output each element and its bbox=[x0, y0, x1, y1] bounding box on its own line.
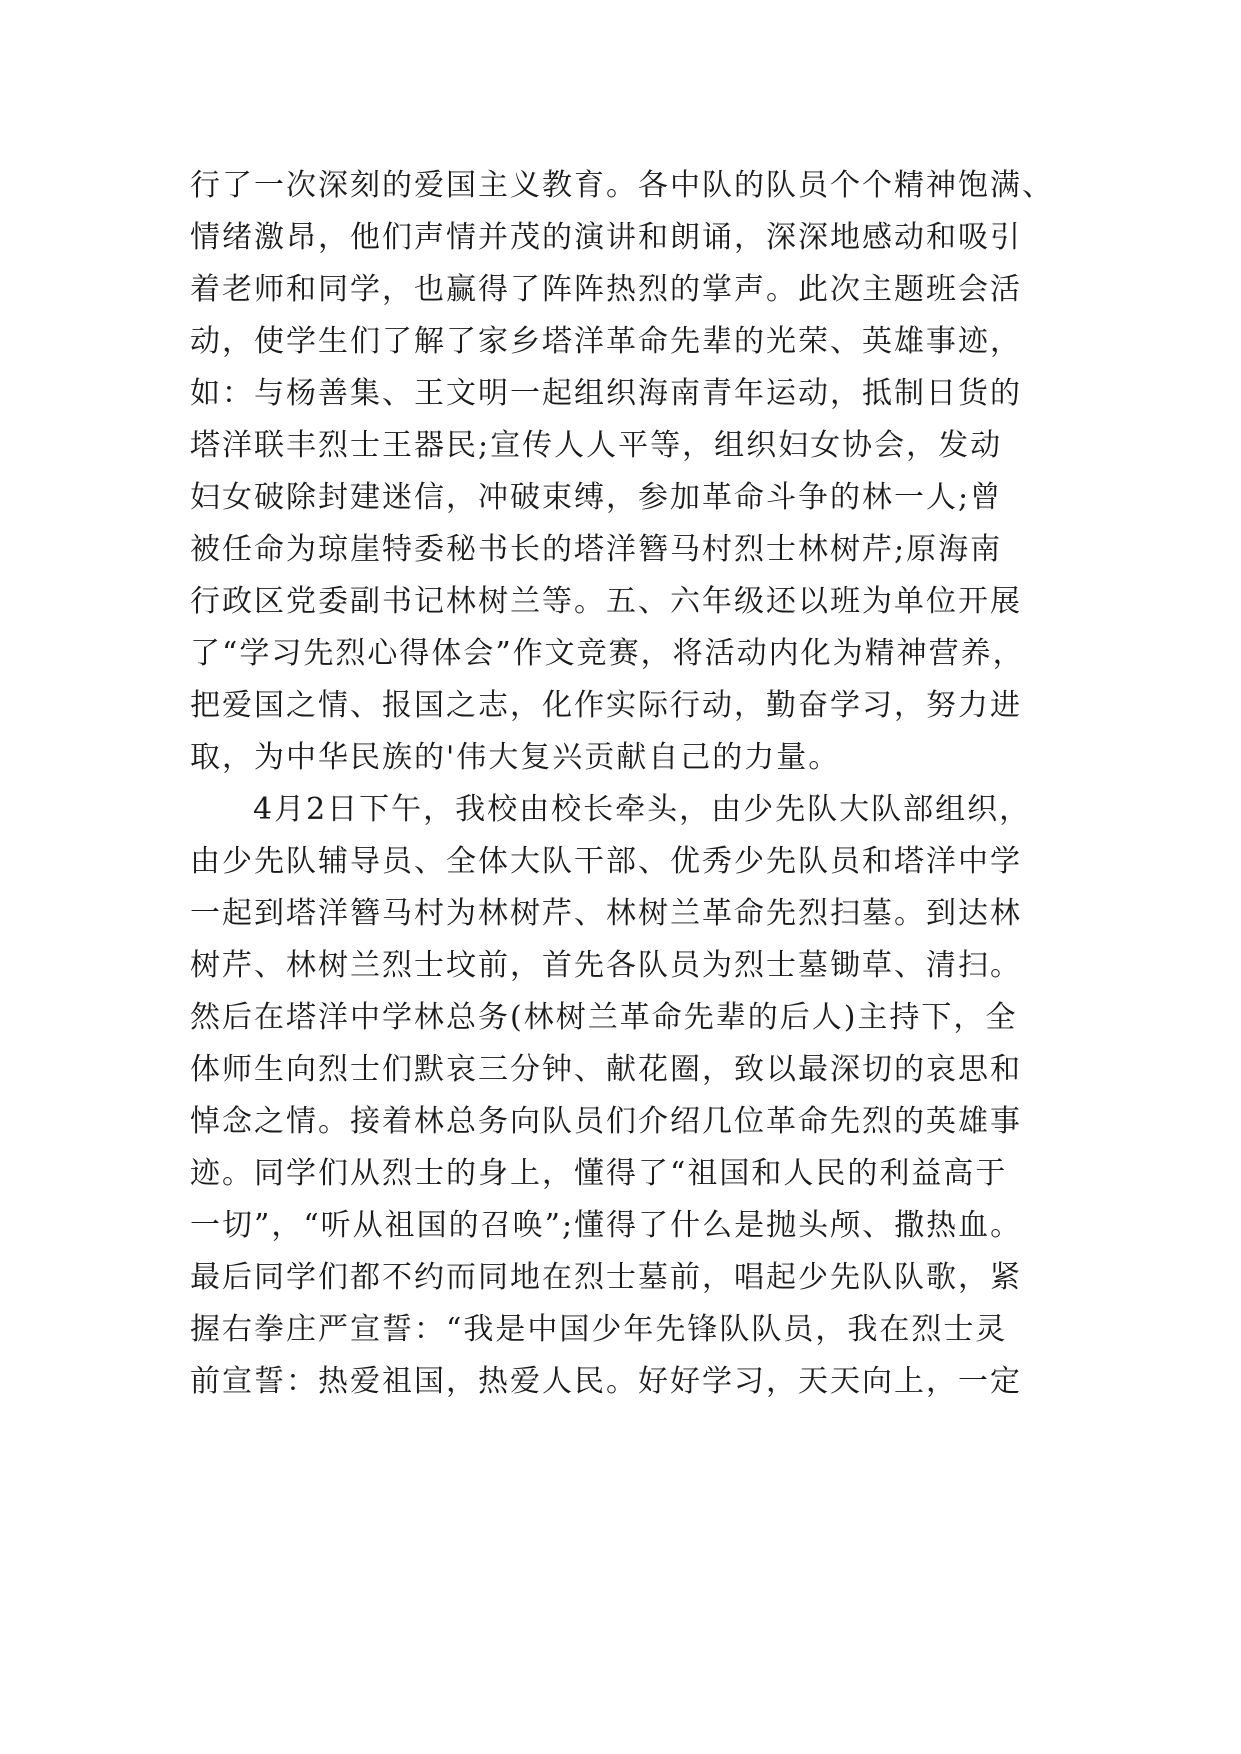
text-line: 迹。同学们从烈士的身上，懂得了“祖国和人民的利益高于 bbox=[190, 1156, 1008, 1191]
paragraph bbox=[190, 160, 1090, 784]
document-body bbox=[190, 160, 1090, 1408]
text-line: 了“学习先烈心得体会”作文竞赛，将活动内化为精神营养， bbox=[190, 636, 1025, 671]
text-line: 一切”，“听从祖国的召唤”;懂得了什么是抛头颅、撒热血。 bbox=[190, 1208, 1023, 1243]
text-line: 着老师和同学，也赢得了阵阵热烈的掌声。此次主题班会活 bbox=[190, 272, 1022, 307]
text-line: 情绪激昂，他们声情并茂的演讲和朗诵，深深地感动和吸引 bbox=[190, 220, 1022, 255]
text-line: 行政区党委副书记林树兰等。五、六年级还以班为单位开展 bbox=[190, 584, 1022, 619]
text-line: 取，为中华民族的'伟大复兴贡献自己的力量。 bbox=[190, 740, 841, 775]
text-line: 行了一次深刻的爱国主义教育。各中队的队员个个精神饱满、 bbox=[190, 168, 1054, 203]
text-line: 握右拳庄严宣誓：“我是中国少年先锋队队员，我在烈士灵 bbox=[190, 1312, 1008, 1347]
text-line: 一起到塔洋簪马村为林树芹、林树兰革命先烈扫墓。到达林 bbox=[190, 896, 1022, 931]
text-line: 体师生向烈士们默哀三分钟、献花圈，致以最深切的哀思和 bbox=[190, 1052, 1022, 1087]
text-line: 前宣誓：热爱祖国，热爱人民。好好学习，天天向上，一定 bbox=[190, 1364, 1022, 1399]
text-line: 如：与杨善集、王文明一起组织海南青年运动，抵制日货的 bbox=[190, 376, 1022, 411]
text-line: 动，使学生们了解了家乡塔洋革命先辈的光荣、英雄事迹， bbox=[190, 324, 1022, 359]
text-line: 由少先队辅导员、全体大队干部、优秀少先队员和塔洋中学 bbox=[190, 844, 1022, 879]
text-line: 把爱国之情、报国之志，化作实际行动，勤奋学习，努力进 bbox=[190, 688, 1022, 723]
text-line: 然后在塔洋中学林总务(林树兰革命先辈的后人)主持下，全 bbox=[190, 1000, 1018, 1035]
text-line: 悼念之情。接着林总务向队员们介绍几位革命先烈的英雄事 bbox=[190, 1104, 1022, 1139]
text-line: 塔洋联丰烈士王器民;宣传人人平等，组织妇女协会，发动 bbox=[190, 428, 1003, 463]
text-line: 树芹、林树兰烈士坟前，首先各队员为烈士墓锄草、清扫。 bbox=[190, 948, 1022, 983]
text-line: 妇女破除封建迷信，冲破束缚，参加革命斗争的林一人;曾 bbox=[190, 480, 1003, 515]
text-line: 4月2日下午，我校由校长牵头，由少先队大队部组织， bbox=[253, 792, 1032, 827]
paragraph bbox=[190, 784, 1090, 1408]
text-line: 最后同学们都不约而同地在烈士墓前，唱起少先队队歌，紧 bbox=[190, 1260, 1022, 1295]
text-line: 被任命为琼崖特委秘书长的塔洋簪马村烈士林树芹;原海南 bbox=[190, 532, 1003, 567]
